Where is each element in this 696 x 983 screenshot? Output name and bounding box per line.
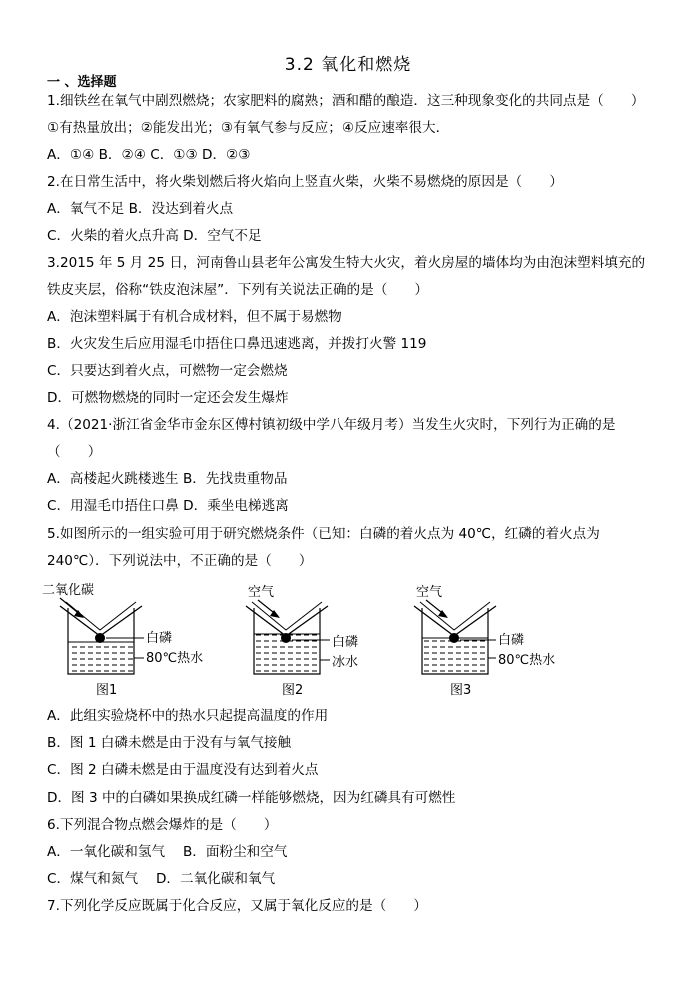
figure-3-copper-sheet	[414, 606, 496, 636]
figure-2-caption: 图2	[282, 683, 304, 698]
figure-1-copper-sheet	[60, 606, 142, 636]
page-title: 3.2 氧化和燃烧	[284, 55, 412, 75]
q5-stem-line1: 5.如图所示的一组实验可用于研究燃烧条件（已知：白磷的着火点为 40℃，红磷的着火点为	[47, 526, 600, 542]
q3-stem-line1: 3.2015 年 5 月 25 日，河南鲁山县老年公寓发生特大火灾，着火房屋的墙体均为由泡沫塑料填充的	[47, 255, 646, 271]
figure-1-sample-label: 白磷	[146, 631, 173, 646]
q1-line2: ①有热量放出；②能发出光；③有氧气参与反应；④反应速率很大．	[47, 120, 450, 136]
figure-1-water	[69, 642, 133, 673]
q3-option-d: D．可燃物燃烧的同时一定还会发生爆炸	[47, 390, 289, 406]
q5-option-c: C．图 2 白磷未燃是由于温度没有达到着火点	[47, 762, 319, 778]
q6-options-ab: A．一氧化碳和氢气 B．面粉尘和空气	[47, 844, 288, 860]
q1-options: A．①④ B．②④ C．①③ D．②③	[47, 147, 251, 163]
figure-2-setup	[246, 584, 358, 698]
q2-options-ab: A．氧气不足 B．没达到着火点	[47, 201, 234, 217]
figure-3-gas-label: 空气	[416, 585, 443, 600]
q5-stem-line2: 240℃）．下列说法中，不正确的是（ ）	[47, 553, 313, 569]
figure-3-setup	[414, 584, 555, 698]
figure-1-gas-label: 二氧化碳	[42, 583, 95, 598]
q6-options-cd: C．煤气和氮气 D．二氧化碳和氧气	[47, 871, 276, 887]
q5-option-b: B．图 1 白磷未燃是由于没有与氧气接触	[47, 735, 292, 751]
figure-1-setup	[42, 582, 203, 698]
q4-options-ab: A．高楼起火跳楼逃生 B．先找贵重物品	[47, 471, 288, 487]
q4-stem-line2: （ ）	[47, 444, 102, 460]
q6-stem: 6.下列混合物点燃会爆炸的是（ ）	[47, 817, 278, 833]
section-heading: 一 、选择题	[47, 75, 117, 90]
figure-3-water-label: 80℃热水	[498, 653, 556, 668]
q5-option-d: D．图 3 中的白磷如果换成红磷一样能够燃烧，因为红磷具有可燃性	[47, 790, 456, 806]
q3-option-c: C．只要达到着火点，可燃物一定会燃烧	[47, 363, 288, 379]
q1-stem: 1.细铁丝在氧气中剧烈燃烧；农家肥料的腐熟；酒和醋的酿造．这三种现象变化的共同点是（ ）	[47, 93, 645, 109]
q5-experiment-figure	[40, 578, 580, 698]
q2-stem: 2.在日常生活中，将火柴划燃后将火焰向上竖直火柴，火柴不易燃烧的原因是（ ）	[47, 174, 563, 190]
figure-2-phosphorus	[281, 633, 291, 643]
figure-1-phosphorus	[95, 633, 105, 643]
figure-2-copper-sheet	[246, 606, 328, 636]
figure-2-sample-label: 白磷	[332, 635, 359, 650]
q5-option-a: A．此组实验烧杯中的热水只起提高温度的作用	[47, 708, 329, 724]
q2-options-cd: C．火柴的着火点升高 D．空气不足	[47, 228, 262, 244]
q3-option-a: A．泡沫塑料属于有机合成材料，但不属于易燃物	[47, 309, 342, 325]
figure-2-gas-label: 空气	[248, 585, 275, 600]
q4-stem-line1: 4.（2021·浙江省金华市金东区傅村镇初级中学八年级月考）当发生火灾时，下列行为正确的是	[47, 417, 616, 433]
figure-3-phosphorus	[449, 633, 459, 643]
q3-stem-line2: 铁皮夹层，俗称“铁皮泡沫屋”．下列有关说法正确的是（ ）	[47, 282, 429, 298]
figure-3-water	[423, 638, 487, 673]
figure-3-sample-label: 白磷	[498, 633, 525, 648]
q7-stem: 7.下列化学反应既属于化合反应，又属于氧化反应的是（ ）	[47, 898, 427, 914]
figure-3-caption: 图3	[450, 683, 472, 698]
figure-1-water-label: 80℃热水	[146, 651, 204, 666]
figure-1-caption: 图1	[96, 683, 118, 698]
q3-option-b: B．火灾发生后应用湿毛巾捂住口鼻迅速逃离，并拨打火警 119	[47, 336, 427, 352]
figure-2-water-label: 冰水	[332, 655, 359, 670]
q4-options-cd: C．用湿毛巾捂住口鼻 D．乘坐电梯逃离	[47, 498, 289, 514]
